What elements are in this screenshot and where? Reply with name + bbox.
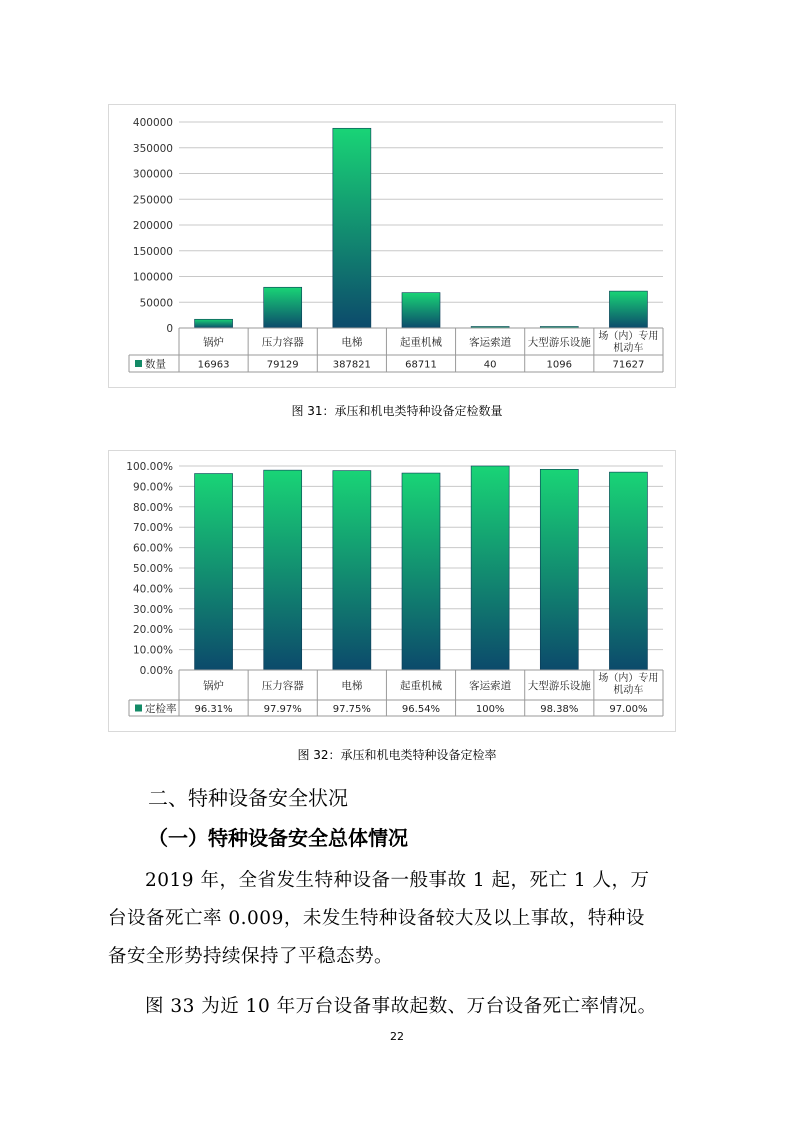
bar [471,466,509,670]
category-label: 电梯 [341,336,363,349]
page-number: 22 [390,1030,404,1043]
y-tick-label: 100000 [132,271,173,284]
bar [264,470,302,670]
y-tick-label: 80.00% [132,501,173,514]
data-label: 387821 [332,359,371,371]
y-tick-label: 10.00% [132,644,173,657]
bar [195,474,233,670]
figure-31-caption: 图 31：承压和机电类特种设备定检数量 [291,404,503,418]
data-label: 68711 [405,359,437,371]
category-label: 机动车 [613,343,644,354]
data-label: 100% [475,704,505,715]
data-label: 97.00% [609,704,648,715]
y-tick-label: 0.00% [139,665,173,677]
chart-inspection-count-svg [109,105,675,387]
legend-swatch [135,360,142,367]
bar [402,293,440,328]
category-label: 起重机械 [400,680,442,692]
category-label: 场（内）专用 [598,331,659,342]
category-label: 大型游乐设施 [527,680,591,692]
legend-label: 数量 [145,358,166,371]
y-tick-label: 0 [166,323,173,335]
category-label: 电梯 [341,680,363,692]
data-label: 97.97% [263,704,302,715]
data-label: 96.31% [194,704,233,715]
bar [402,473,440,670]
y-tick-label: 250000 [132,194,173,207]
y-tick-label: 350000 [132,142,173,155]
data-label: 96.54% [401,704,441,715]
subsection-heading: （一）特种设备安全总体情况 [148,826,408,850]
category-label: 客运索道 [469,336,512,349]
y-tick-label: 400000 [132,117,173,129]
category-label: 压力容器 [261,680,304,692]
category-label: 客运索道 [469,680,512,692]
bar [195,319,233,328]
legend-label: 定检率 [145,703,177,715]
y-tick-label: 60.00% [132,542,173,555]
y-tick-label: 50000 [139,297,173,310]
bar [333,128,371,328]
category-label: 机动车 [613,685,644,696]
y-tick-label: 20.00% [132,624,173,637]
data-label: 79129 [266,359,299,371]
chart-inspection-count [108,104,676,388]
y-tick-label: 150000 [132,245,173,258]
category-label: 起重机械 [400,336,442,349]
paragraph-figure-reference [108,988,698,1026]
section-heading: 二、特种设备安全状况 [148,786,348,810]
data-label: 98.38% [540,704,579,715]
chart-inspection-rate [108,450,676,732]
paragraph-line: 图 33 为近 10 年万台设备事故起数、万台设备死亡率情况。 [145,996,657,1017]
data-label: 71627 [612,359,645,371]
category-label: 压力容器 [261,336,304,349]
paragraph-line: 备安全形势持续保持了平稳态势。 [108,946,394,967]
bar [333,471,371,670]
y-tick-label: 200000 [132,220,173,232]
y-tick-label: 50.00% [132,563,173,575]
bar [609,291,647,328]
data-label: 16963 [197,359,230,371]
figure-32-caption: 图 32：承压和机电类特种设备定检率 [297,748,497,762]
y-tick-label: 30.00% [132,603,173,616]
bar [540,469,578,670]
y-tick-label: 40.00% [132,583,173,596]
category-label: 锅炉 [203,680,225,692]
category-label: 大型游乐设施 [527,336,591,349]
y-tick-label: 70.00% [132,522,173,535]
paragraph-accident-summary [108,862,698,976]
paragraph-line: 台设备死亡率 0.009，未发生特种设备较大及以上事故，特种设 [108,908,645,929]
y-tick-label: 300000 [132,168,173,181]
data-label: 97.75% [332,704,371,715]
data-label: 40 [483,359,497,371]
legend-swatch [135,705,142,712]
category-label: 锅炉 [203,336,225,349]
paragraph-line: 2019 年，全省发生特种设备一般事故 1 起，死亡 1 人，万 [145,870,650,891]
y-tick-label: 90.00% [132,481,173,494]
bar [609,472,647,670]
category-label: 场（内）专用 [598,673,659,684]
chart-inspection-rate-svg [109,451,675,731]
data-label: 1096 [546,359,573,371]
y-tick-label: 100.00% [126,461,173,473]
bar [264,287,302,328]
